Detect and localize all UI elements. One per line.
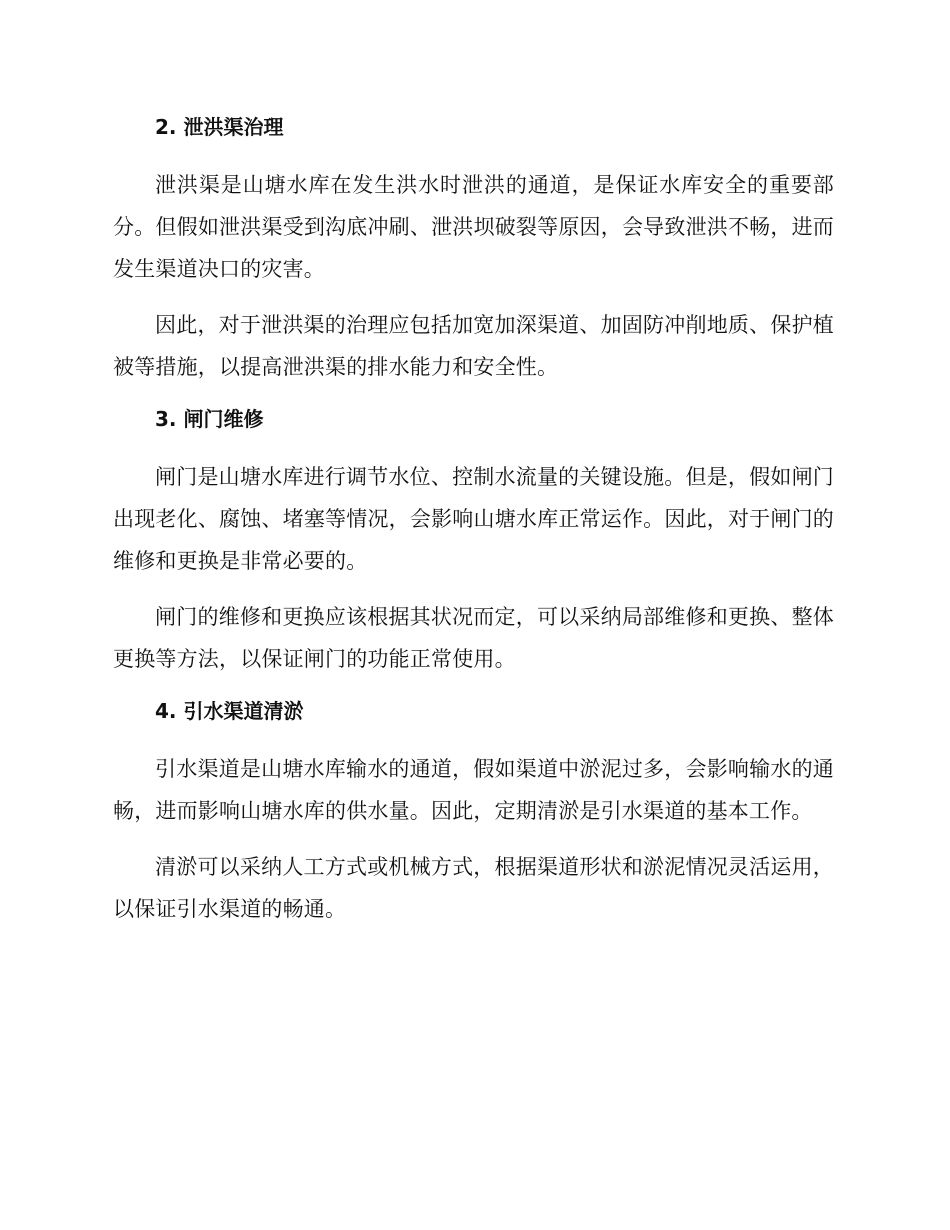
section-heading-channel-dredging: 4. 引水渠道清淤 [155, 699, 304, 723]
paragraph: 泄洪渠是山塘水库在发生洪水时泄洪的通道，是保证水库安全的重要部分。但假如泄洪渠受到沟底冲刷、泄洪坝破裂等原因，会导致泄洪不畅，进而发生渠道决口的灾害。 [113, 173, 834, 281]
paragraph: 因此，对于泄洪渠的治理应包括加宽加深渠道、加固防冲削地质、保护植被等措施，以提高泄洪渠的排水能力和安全性。 [113, 313, 834, 379]
paragraph: 清淤可以采纳人工方式或机械方式，根据渠道形状和淤泥情况灵活运用，以保证引水渠道的畅通。 [113, 855, 834, 921]
section-heading-gate-repair: 3. 闸门维修 [155, 407, 264, 431]
paragraph: 闸门的维修和更换应该根据其状况而定，可以采纳局部维修和更换、整体更换等方法，以保证闸门的功能正常使用。 [113, 605, 834, 671]
section-heading-spillway: 2. 泄洪渠治理 [155, 115, 284, 139]
paragraph: 闸门是山塘水库进行调节水位、控制水流量的关键设施。但是，假如闸门出现老化、腐蚀、堵塞等情况，会影响山塘水库正常运作。因此，对于闸门的维修和更换是非常必要的。 [113, 465, 834, 573]
paragraph: 引水渠道是山塘水库输水的通道，假如渠道中淤泥过多，会影响输水的通畅，进而影响山塘水库的供水量。因此，定期清淤是引水渠道的基本工作。 [113, 757, 834, 823]
